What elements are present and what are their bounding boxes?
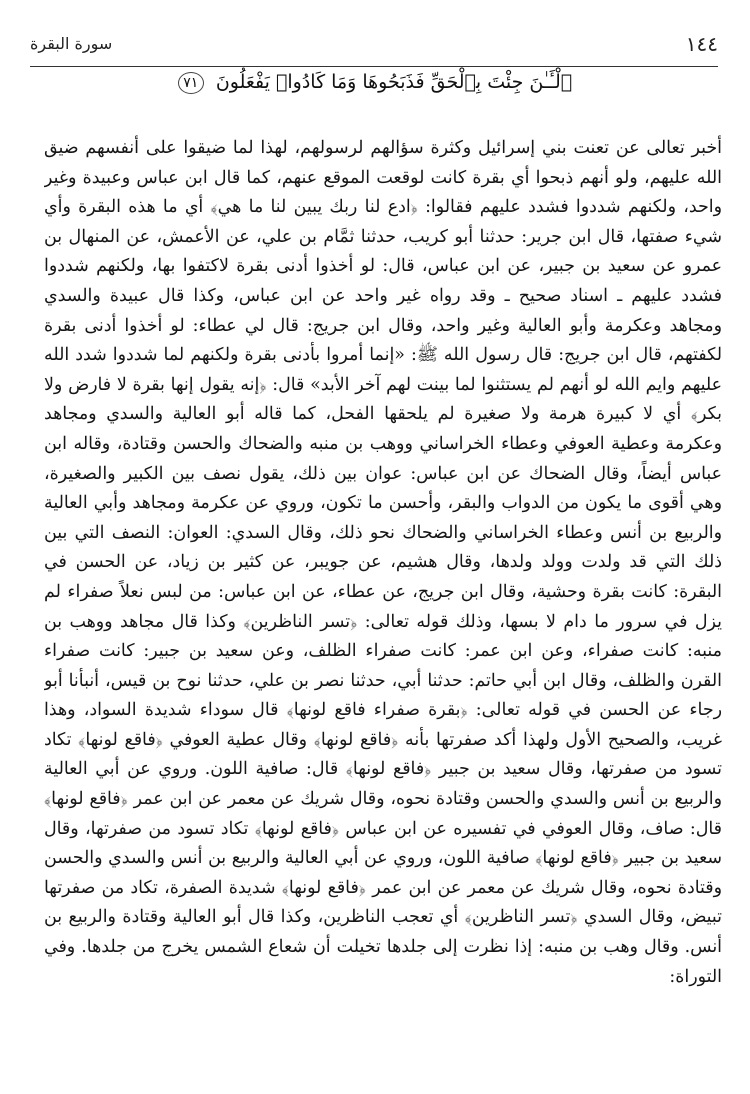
page-number: ١٤٤: [685, 32, 718, 56]
verse-number-marker: ٧١: [178, 72, 204, 94]
quran-verse: [160, 71, 590, 101]
page-header: [30, 28, 718, 62]
header-divider: [30, 66, 718, 67]
tafsir-text: [44, 134, 722, 992]
surah-name: سورة البقرة: [30, 34, 113, 53]
verse-text: ٱلْـَٔـٰنَ جِئْتَ بِٱلْحَقِّ فَذَبَحُوهَا وَمَا كَادُوا۟ يَفْعَلُونَ: [215, 71, 573, 93]
tafsir-paragraph: أخبر تعالى عن تعنت بني إسرائيل وكثرة سؤالهم لرسولهم، لهذا لما ضيقوا على أنفسهم ضيق الله عليهم، ولو أنهم ذبحوا أي بقرة كانت لوقعت الموقع عنهم، كما قال ابن عباس وعبيدة وغير واحد، ولكنهم شددوا فشدد عليهم فقالوا: ﴿ادع لنا ربك يبين لنا ما هي﴾ أي ما هذه البقرة وأي شيء صفتها، قال ابن جرير: حدثنا أبو كريب، حدثنا ثمَّام بن علي، عن الأعمش، عن المنهال بن عمرو عن سعيد بن جبير، عن ابن عباس، قال: لو أخذوا أدنى بقرة لاكتفوا بها، ولكنهم شددوا فشدد عليهم ـ اسناد صحيح ـ وقد رواه غير واحد عن ابن عباس، وكذا قال عبيدة والسدي ومجاهد وعكرمة وأبو العالية وغير واحد، وقال ابن جريج: قال لي عطاء: لو أخذوا أدنى بقرة لكفتهم، قال ابن جريج: قال رسول الله ﷺ: «إنما أمروا بأدنى بقرة ولكنهم لما شددوا شدد الله عليهم وايم الله لو أنهم لم يستثنوا لما بينت لهم آخر الأبد» قال: ﴿إنه يقول إنها بقرة لا فارض ولا بكر﴾ أي لا كبيرة هرمة ولا صغيرة لم يلحقها الفحل، كما قاله أبو العالية والسدي ومجاهد وعكرمة وعطية العوفي وعطاء الخراساني ووهب بن منبه والضحاك والحسن وقتادة، وقاله ابن عباس أيضاً، وقال الضحاك عن ابن عباس: عوان بين ذلك، يقول نصف بين الكبير والصغيرة، وهي أقوى ما يكون من الدواب والبقر، وأحسن ما تكون، وروي عن عكرمة ومجاهد وأبي العالية والربيع بن أنس وعطاء الخراساني والضحاك نحو ذلك، وقال السدي: العوان: النصف التي بين ذلك التي قد ولدت وولد ولدها، وقال هشيم، عن جويبر، عن كثير بن زياد، عن الحسن في البقرة: كانت بقرة وحشية، وقال ابن جريج، عن عطاء، عن ابن عباس: من لبس نعلاً صفراء لم يزل في سرور ما دام لا بسها، وذلك قوله تعالى: ﴿تسر الناظرين﴾ وكذا قال مجاهد ووهب بن منبه: كانت صفراء، وعن ابن عمر: كانت صفراء الظلف، وعن سعيد بن جبير: كانت صفراء القرن والظلف، وقال ابن أبي حاتم: حدثنا أبي، حدثنا نصر بن علي، حدثنا نوح بن قيس، أنبأنا أبو رجاء عن الحسن في قوله تعالى: ﴿بقرة صفراء فاقع لونها﴾ قال سوداء شديدة السواد، وهذا غريب، والصحيح الأول ولهذا أكد صفرتها بأنه ﴿فاقع لونها﴾ وقال عطية العوفي ﴿فاقع لونها﴾ تكاد تسود من صفرتها، وقال سعيد بن جبير ﴿فاقع لونها﴾ قال: صافية اللون. وروي عن أبي العالية والربيع بن أنس والسدي والحسن وقتادة نحوه، وقال شريك عن معمر عن ابن عمر ﴿فاقع لونها﴾ قال: صاف، وقال العوفي في تفسيره عن ابن عباس ﴿فاقع لونها﴾ تكاد تسود من صفرتها، وقال سعيد بن جبير ﴿فاقع لونها﴾ صافية اللون، وروي عن أبي العالية والربيع بن أنس والسدي والحسن وقتادة نحوه، وقال شريك عن معمر عن ابن عمر ﴿فاقع لونها﴾ شديدة الصفرة، تكاد من صفرتها تبيض، وقال السدي ﴿تسر الناظرين﴾ أي تعجب الناظرين، وكذا قال أبو العالية وقتادة والربيع بن أنس. وقال وهب بن منبه: إذا نظرت إلى جلدها تخيلت أن شعاع الشمس يخرج من جلدها. وفي التوراة:: [44, 138, 722, 987]
